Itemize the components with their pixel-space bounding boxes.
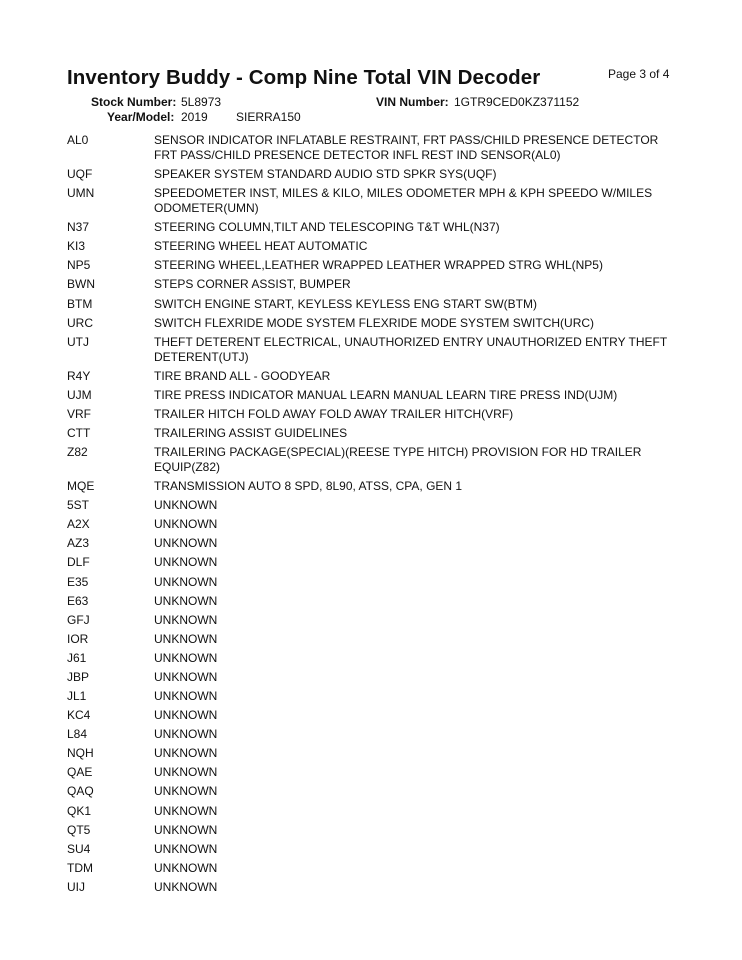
option-description: SPEAKER SYSTEM STANDARD AUDIO STD SPKR SYS(UQF) — [154, 167, 497, 182]
option-code: UMN — [67, 186, 95, 201]
option-description: STEERING COLUMN,TILT AND TELESCOPING T&T WHL(N37) — [154, 220, 500, 235]
page-title: Inventory Buddy - Comp Nine Total VIN Decoder — [67, 66, 541, 89]
vin-number-value: 1GTR9CED0KZ371152 — [454, 95, 580, 109]
option-code: JL1 — [67, 689, 87, 704]
option-code: MQE — [67, 479, 95, 494]
option-code: UIJ — [67, 879, 85, 894]
year-value: 2019 — [181, 110, 208, 124]
option-code: AL0 — [67, 133, 89, 147]
option-row — [67, 239, 682, 254]
option-code: L84 — [67, 727, 88, 742]
option-list — [67, 133, 682, 899]
option-row — [67, 220, 682, 235]
option-row — [67, 689, 682, 704]
option-row — [67, 804, 682, 819]
option-code: VRF — [67, 406, 91, 421]
model-value: SIERRA150 — [236, 110, 301, 124]
option-code: AZ3 — [67, 536, 90, 551]
option-code: Z82 — [67, 445, 88, 460]
option-row — [67, 555, 682, 570]
option-code: BWN — [67, 277, 95, 292]
option-description: UNKNOWN — [154, 803, 218, 818]
option-description: UNKNOWN — [154, 650, 218, 665]
option-row — [67, 258, 682, 273]
option-row — [67, 784, 682, 799]
option-row — [67, 167, 682, 182]
option-row — [67, 133, 682, 163]
option-row — [67, 670, 682, 685]
option-description: SPEEDOMETER INST, MILES & KILO, MILES ODOMETER MPH & KPH SPEEDO W/MILES ODOMETER(UMN) — [154, 186, 653, 216]
option-description: UNKNOWN — [154, 593, 218, 608]
option-row — [67, 746, 682, 761]
stock-number-value: 5L8973 — [181, 95, 222, 109]
option-code: BTM — [67, 296, 93, 311]
option-code: SU4 — [67, 841, 91, 856]
option-code: URC — [67, 315, 93, 330]
option-code: E35 — [67, 574, 89, 589]
option-description: TRAILER HITCH FOLD AWAY FOLD AWAY TRAILER HITCH(VRF) — [154, 406, 514, 421]
option-description: UNKNOWN — [154, 498, 218, 513]
option-description: UNKNOWN — [154, 555, 218, 570]
option-code: IOR — [67, 631, 89, 646]
option-description: STEERING WHEEL,LEATHER WRAPPED LEATHER WRAPPED STRG WHL(NP5) — [154, 258, 603, 273]
option-description: SWITCH FLEXRIDE MODE SYSTEM FLEXRIDE MODE SYSTEM SWITCH(URC) — [154, 315, 595, 330]
option-code: JBP — [67, 669, 90, 684]
option-code: QAQ — [67, 784, 94, 799]
option-description: STEPS CORNER ASSIST, BUMPER — [154, 277, 351, 292]
option-code: QAE — [67, 765, 93, 780]
option-row — [67, 186, 682, 216]
option-row — [67, 632, 682, 647]
option-row — [67, 613, 682, 628]
option-description: UNKNOWN — [154, 517, 218, 532]
option-description: THEFT DETERENT ELECTRICAL, UNAUTHORIZED ENTRY UNAUTHORIZED ENTRY THEFT DETERENT(UTJ) — [154, 334, 667, 364]
stock-number-label: Stock Number: — [91, 95, 177, 109]
option-description: UNKNOWN — [154, 574, 218, 589]
option-row — [67, 517, 682, 532]
option-description: TRANSMISSION AUTO 8 SPD, 8L90, ATSS, CPA, GEN 1 — [154, 479, 463, 494]
option-row — [67, 651, 682, 666]
option-description: UNKNOWN — [154, 536, 218, 551]
option-row — [67, 316, 682, 331]
option-row — [67, 575, 682, 590]
option-description: UNKNOWN — [154, 841, 218, 856]
option-description: UNKNOWN — [154, 669, 218, 684]
year-model-label: Year/Model: — [107, 110, 175, 124]
option-description: TRAILERING PACKAGE(SPECIAL)(REESE TYPE HITCH) PROVISION FOR HD TRAILER EQUIP(Z82) — [154, 445, 642, 475]
option-row — [67, 388, 682, 403]
option-row — [67, 861, 682, 876]
option-description: UNKNOWN — [154, 860, 218, 875]
option-description: SENSOR INDICATOR INFLATABLE RESTRAINT, FRT PASS/CHILD PRESENCE DETECTOR FRT PASS/CHILD PRESENCE DETECTOR INFL REST IND SENSOR(AL0) — [154, 133, 659, 162]
option-code: QK1 — [67, 803, 92, 818]
option-description: UNKNOWN — [154, 708, 218, 723]
option-code: E63 — [67, 593, 89, 608]
option-code: 5ST — [67, 498, 90, 513]
option-code: KI3 — [67, 239, 86, 254]
option-row — [67, 369, 682, 384]
option-description: UNKNOWN — [154, 727, 218, 742]
option-code: CTT — [67, 426, 91, 441]
option-row — [67, 277, 682, 292]
option-description: UNKNOWN — [154, 631, 218, 646]
option-row — [67, 479, 682, 494]
option-code: TDM — [67, 860, 93, 875]
option-description: TIRE BRAND ALL - GOODYEAR — [154, 368, 331, 383]
vin-number-label: VIN Number: — [376, 95, 449, 109]
option-row — [67, 765, 682, 780]
option-code: A2X — [67, 517, 90, 532]
option-code: R4Y — [67, 368, 91, 383]
option-description: UNKNOWN — [154, 746, 218, 761]
option-code: KC4 — [67, 708, 91, 723]
option-description: UNKNOWN — [154, 689, 218, 704]
option-code: NQH — [67, 746, 94, 761]
option-row — [67, 407, 682, 422]
option-description: UNKNOWN — [154, 784, 218, 799]
option-code: N37 — [67, 220, 90, 235]
option-description: UNKNOWN — [154, 879, 218, 894]
option-description: UNKNOWN — [154, 822, 218, 837]
option-row — [67, 880, 682, 895]
option-code: UTJ — [67, 334, 89, 349]
option-row — [67, 823, 682, 838]
option-code: UJM — [67, 387, 92, 402]
option-description: UNKNOWN — [154, 612, 218, 627]
option-row — [67, 536, 682, 551]
option-row — [67, 335, 682, 365]
option-description: STEERING WHEEL HEAT AUTOMATIC — [154, 239, 368, 254]
option-row — [67, 727, 682, 742]
option-row — [67, 498, 682, 513]
option-code: GFJ — [67, 612, 90, 627]
option-description: SWITCH ENGINE START, KEYLESS KEYLESS ENG START SW(BTM) — [154, 296, 537, 311]
option-row — [67, 842, 682, 857]
option-code: NP5 — [67, 258, 91, 273]
option-row — [67, 445, 682, 475]
page-number: Page 3 of 4 — [608, 67, 670, 81]
option-description: TRAILERING ASSIST GUIDELINES — [154, 426, 348, 441]
option-code: DLF — [67, 555, 90, 570]
option-row — [67, 426, 682, 441]
option-row — [67, 708, 682, 723]
option-description: UNKNOWN — [154, 765, 218, 780]
option-row — [67, 594, 682, 609]
option-code: J61 — [67, 650, 87, 665]
option-description: TIRE PRESS INDICATOR MANUAL LEARN MANUAL LEARN TIRE PRESS IND(UJM) — [154, 387, 618, 402]
option-code: UQF — [67, 167, 93, 182]
option-row — [67, 297, 682, 312]
option-code: QT5 — [67, 822, 91, 837]
